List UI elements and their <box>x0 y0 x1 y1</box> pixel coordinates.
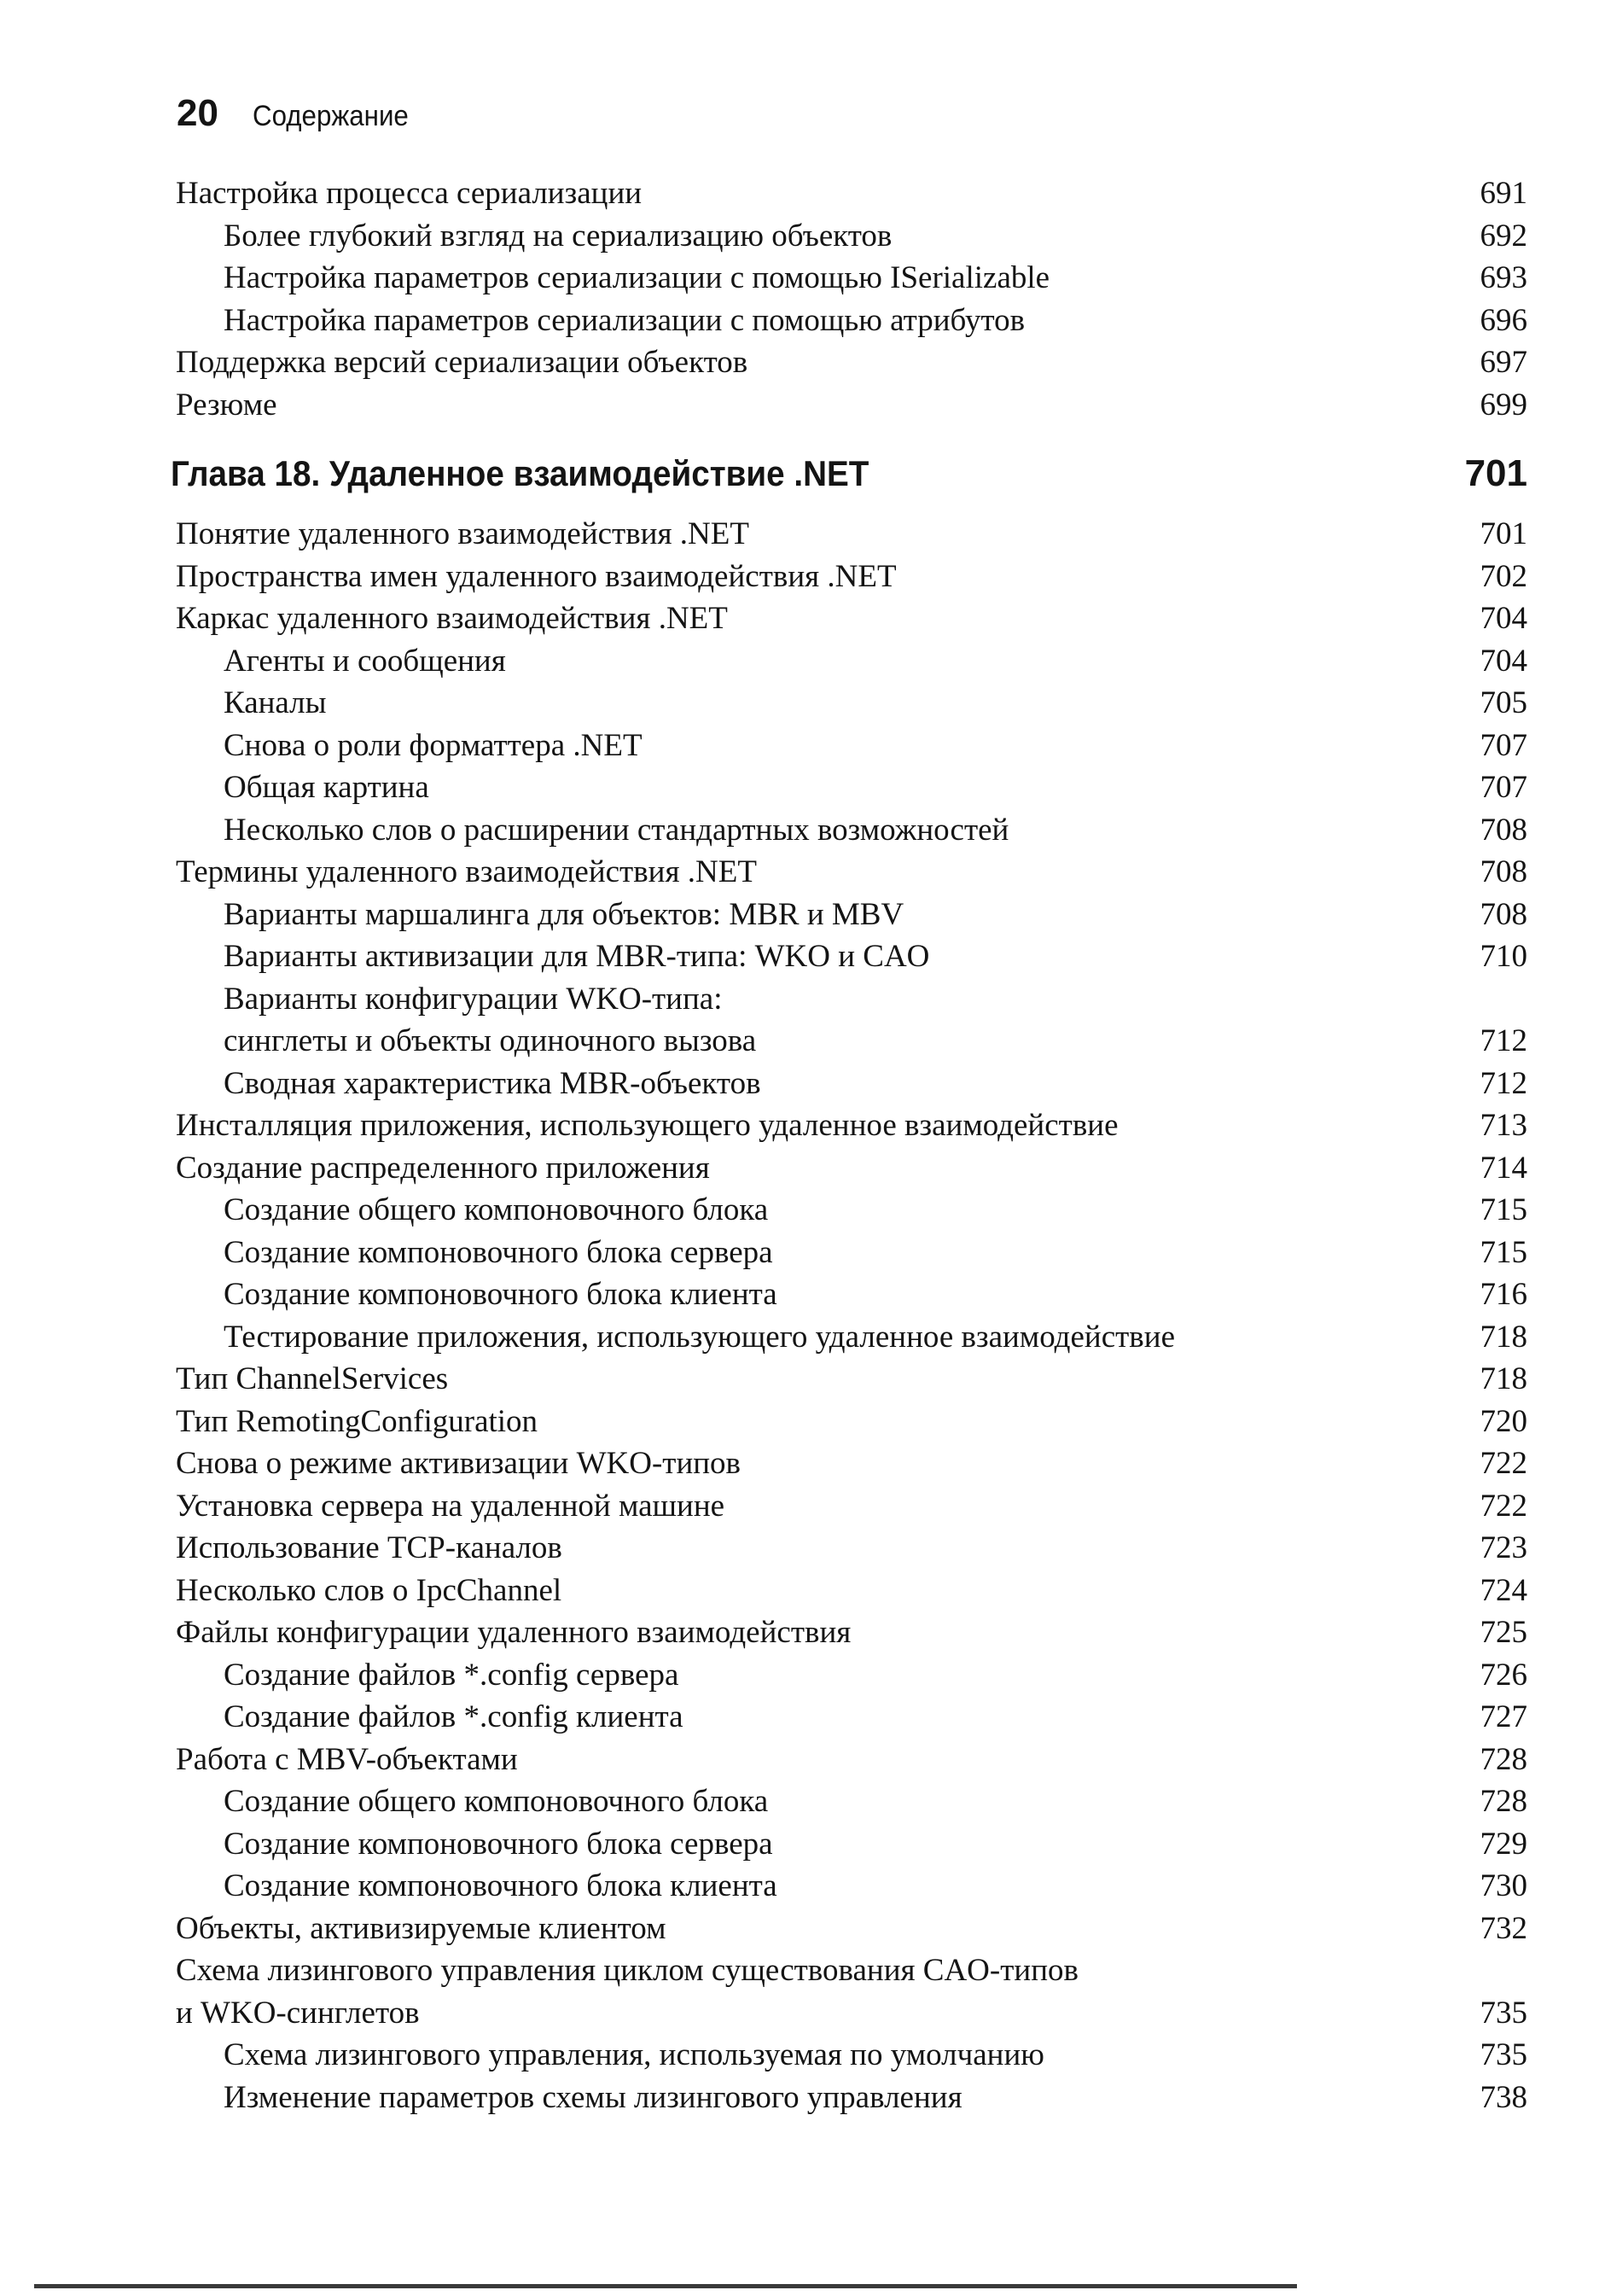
toc-entry-page: 722 <box>1480 1446 1527 1481</box>
toc-entry-title: Схема лизингового управления, используемая по умолчанию <box>224 2037 1044 2072</box>
toc-entry-title: Создание общего компоновочного блока <box>224 1192 769 1227</box>
toc-entry-page: 712 <box>1480 1065 1527 1101</box>
toc-entry-title: Настройка параметров сериализации с помощью ISerializable <box>224 260 1050 295</box>
toc-entry-page: 725 <box>1480 1615 1527 1650</box>
toc-entry-page: 708 <box>1480 896 1527 932</box>
toc-entry-title: Изменение параметров схемы лизингового управления <box>224 2079 962 2115</box>
toc-entry-title: Варианты конфигурации WKO-типа: <box>224 981 723 1017</box>
toc-entry <box>171 725 1527 767</box>
toc-entry <box>171 1654 1527 1697</box>
toc-entry-title: Создание компоновочного блока клиента <box>224 1868 777 1903</box>
toc-entry-page: 697 <box>1480 345 1527 380</box>
toc-entry-title: Понятие удаленного взаимодействия .NET <box>176 516 749 551</box>
toc-entry-page: 691 <box>1480 176 1527 211</box>
toc-entry-title: Объекты, активизируемые клиентом <box>176 1910 666 1946</box>
toc-entry-page: 732 <box>1480 1910 1527 1946</box>
page-number: 20 <box>177 92 218 134</box>
toc-entry-title: Создание компоновочного блока сервера <box>224 1234 773 1270</box>
toc-entry-title: Сводная характеристика MBR-объектов <box>224 1065 761 1101</box>
toc-entry <box>171 1104 1527 1147</box>
toc-entry-page: 716 <box>1480 1277 1527 1312</box>
toc-entry-title: Более глубокий взгляд на сериализацию объектов <box>224 218 893 253</box>
toc-entry-title: Создание файлов *.config клиента <box>224 1699 683 1734</box>
chapter-title: Глава 18. Удаленное взаимодействие .NET <box>171 453 869 493</box>
toc-entry <box>171 597 1527 640</box>
toc-entry-title: Каркас удаленного взаимодействия .NET <box>176 601 728 636</box>
chapter-page: 701 <box>1464 452 1527 494</box>
toc-entry-page: 728 <box>1480 1741 1527 1777</box>
toc-entry-title: Несколько слов о IpcChannel <box>176 1572 562 1608</box>
toc-entry-title: Схема лизингового управления циклом существования CAO-типов <box>176 1953 1079 1988</box>
toc-entry-page: 707 <box>1480 727 1527 763</box>
toc-entry-title: Файлы конфигурации удаленного взаимодействия <box>176 1615 852 1650</box>
toc-entry <box>171 384 1527 427</box>
toc-entry <box>171 1147 1527 1190</box>
toc-entry-title: Инсталляция приложения, использующего удаленное взаимодействие <box>176 1108 1119 1143</box>
toc-entry-title: Создание файлов *.config сервера <box>224 1657 679 1693</box>
toc-entry-title: Создание распределенного приложения <box>176 1150 710 1186</box>
toc-entry-title: Работа с MBV-объектами <box>176 1741 518 1777</box>
toc-entry-title: синглеты и объекты одиночного вызова <box>224 1023 757 1058</box>
toc-entry-title: Создание компоновочного блока клиента <box>224 1277 777 1312</box>
toc-entry-title: Общая картина <box>224 770 429 805</box>
toc-entry-title: Тип RemotingConfiguration <box>176 1403 538 1439</box>
toc-entry-page: 692 <box>1480 218 1527 253</box>
toc-entry <box>171 556 1527 598</box>
toc-entry-page: 713 <box>1480 1108 1527 1143</box>
toc-entry-title: Каналы <box>224 685 327 720</box>
toc-entry-page: 708 <box>1480 854 1527 889</box>
toc-entry-page: 705 <box>1480 685 1527 720</box>
toc-entry-title: Снова о роли форматтера .NET <box>224 727 643 763</box>
toc-entry-title: Поддержка версий сериализации объектов <box>176 345 748 380</box>
toc-entry-page: 722 <box>1480 1488 1527 1524</box>
toc-entry-title: Создание компоновочного блока сервера <box>224 1826 773 1862</box>
toc-entry-title: Тип ChannelServices <box>176 1361 449 1396</box>
table-of-contents <box>171 172 1527 2118</box>
toc-entry-page: 727 <box>1480 1699 1527 1734</box>
toc-entry <box>171 1865 1527 1908</box>
toc-entry-page: 702 <box>1480 558 1527 594</box>
toc-entry <box>171 2077 1527 2119</box>
toc-entry <box>171 1485 1527 1528</box>
toc-entry-page: 730 <box>1480 1868 1527 1903</box>
toc-entry-page: 724 <box>1480 1572 1527 1608</box>
toc-entry-page: 715 <box>1480 1192 1527 1227</box>
toc-entry <box>171 809 1527 852</box>
toc-entry <box>171 1823 1527 1866</box>
toc-entry <box>171 978 1527 1021</box>
toc-entry-page: 704 <box>1480 601 1527 636</box>
toc-entry-title: Несколько слов о расширении стандартных возможностей <box>224 812 1009 848</box>
toc-entry <box>171 1358 1527 1401</box>
toc-chapter-entries <box>171 513 1527 2118</box>
toc-entry <box>171 1273 1527 1316</box>
toc-entry <box>171 766 1527 809</box>
toc-entry <box>171 341 1527 384</box>
toc-entry-page: 723 <box>1480 1530 1527 1565</box>
toc-entry <box>171 300 1527 342</box>
toc-entry <box>171 1611 1527 1654</box>
toc-entry-page: 720 <box>1480 1403 1527 1439</box>
toc-entry <box>171 1739 1527 1781</box>
toc-entry <box>171 1570 1527 1612</box>
toc-entry <box>171 640 1527 683</box>
toc-entry-page: 704 <box>1480 643 1527 679</box>
toc-entry <box>171 257 1527 300</box>
toc-entry <box>171 1780 1527 1823</box>
toc-entry-page: 728 <box>1480 1784 1527 1819</box>
toc-entry-page: 696 <box>1480 302 1527 338</box>
toc-entry <box>171 682 1527 725</box>
toc-entry <box>171 851 1527 894</box>
toc-entry-title: Резюме <box>176 387 277 422</box>
toc-entry-page: 735 <box>1480 2037 1527 2072</box>
toc-entry-title: Тестирование приложения, использующего удаленное взаимодействие <box>224 1319 1175 1355</box>
toc-entry-page: 701 <box>1480 516 1527 551</box>
toc-entry <box>171 215 1527 258</box>
toc-entry-page: 707 <box>1480 770 1527 805</box>
toc-entry-title: Варианты активизации для MBR-типа: WKO и CAO <box>224 939 930 974</box>
toc-entry-title: Использование TCP-каналов <box>176 1530 562 1565</box>
toc-entry-page: 712 <box>1480 1023 1527 1058</box>
page-header <box>177 92 422 143</box>
toc-entry-page: 699 <box>1480 387 1527 422</box>
toc-entry-page: 726 <box>1480 1657 1527 1693</box>
toc-entry <box>171 1992 1527 2035</box>
bottom-rule <box>34 2284 1297 2288</box>
toc-entry <box>171 513 1527 556</box>
toc-entry-title: и WKO-синглетов <box>176 1995 420 2031</box>
toc-entry <box>171 1908 1527 1950</box>
toc-entry <box>171 935 1527 978</box>
toc-entry-page: 718 <box>1480 1319 1527 1355</box>
toc-entry <box>171 1527 1527 1570</box>
toc-entry <box>171 1316 1527 1359</box>
toc-entry <box>171 894 1527 936</box>
running-head: Содержание <box>252 100 409 132</box>
toc-entry <box>171 1442 1527 1485</box>
toc-entry <box>171 1401 1527 1443</box>
toc-entry <box>171 1949 1527 1992</box>
toc-entry-title: Создание общего компоновочного блока <box>224 1784 769 1819</box>
toc-entry-page: 735 <box>1480 1995 1527 2031</box>
toc-entry <box>171 1020 1527 1063</box>
chapter-heading <box>171 446 1527 501</box>
toc-entry-page: 714 <box>1480 1150 1527 1186</box>
toc-entry-title: Установка сервера на удаленной машине <box>176 1488 725 1524</box>
toc-entry-title: Варианты маршалинга для объектов: MBR и MBV <box>224 896 904 932</box>
toc-entry-title: Настройка процесса сериализации <box>176 176 643 211</box>
toc-entry-title: Настройка параметров сериализации с помощью атрибутов <box>224 302 1026 338</box>
toc-entry-title: Пространства имен удаленного взаимодействия .NET <box>176 558 897 594</box>
toc-entry-page: 710 <box>1480 939 1527 974</box>
toc-entry-page: 693 <box>1480 260 1527 295</box>
toc-entry-page: 729 <box>1480 1826 1527 1862</box>
toc-entry-page: 715 <box>1480 1234 1527 1270</box>
toc-entry <box>171 1232 1527 1274</box>
toc-entry-title: Агенты и сообщения <box>224 643 506 679</box>
toc-entry <box>171 2034 1527 2077</box>
toc-entry <box>171 1189 1527 1232</box>
toc-entry-title: Снова о режиме активизации WKO-типов <box>176 1446 741 1481</box>
toc-entry <box>171 1696 1527 1739</box>
toc-entry-page: 708 <box>1480 812 1527 848</box>
toc-entry <box>171 172 1527 215</box>
toc-entry-page: 718 <box>1480 1361 1527 1396</box>
toc-entry-page: 738 <box>1480 2079 1527 2115</box>
toc-previous-chapter-entries <box>171 172 1527 426</box>
toc-entry-title: Термины удаленного взаимодействия .NET <box>176 854 757 889</box>
toc-entry <box>171 1063 1527 1105</box>
